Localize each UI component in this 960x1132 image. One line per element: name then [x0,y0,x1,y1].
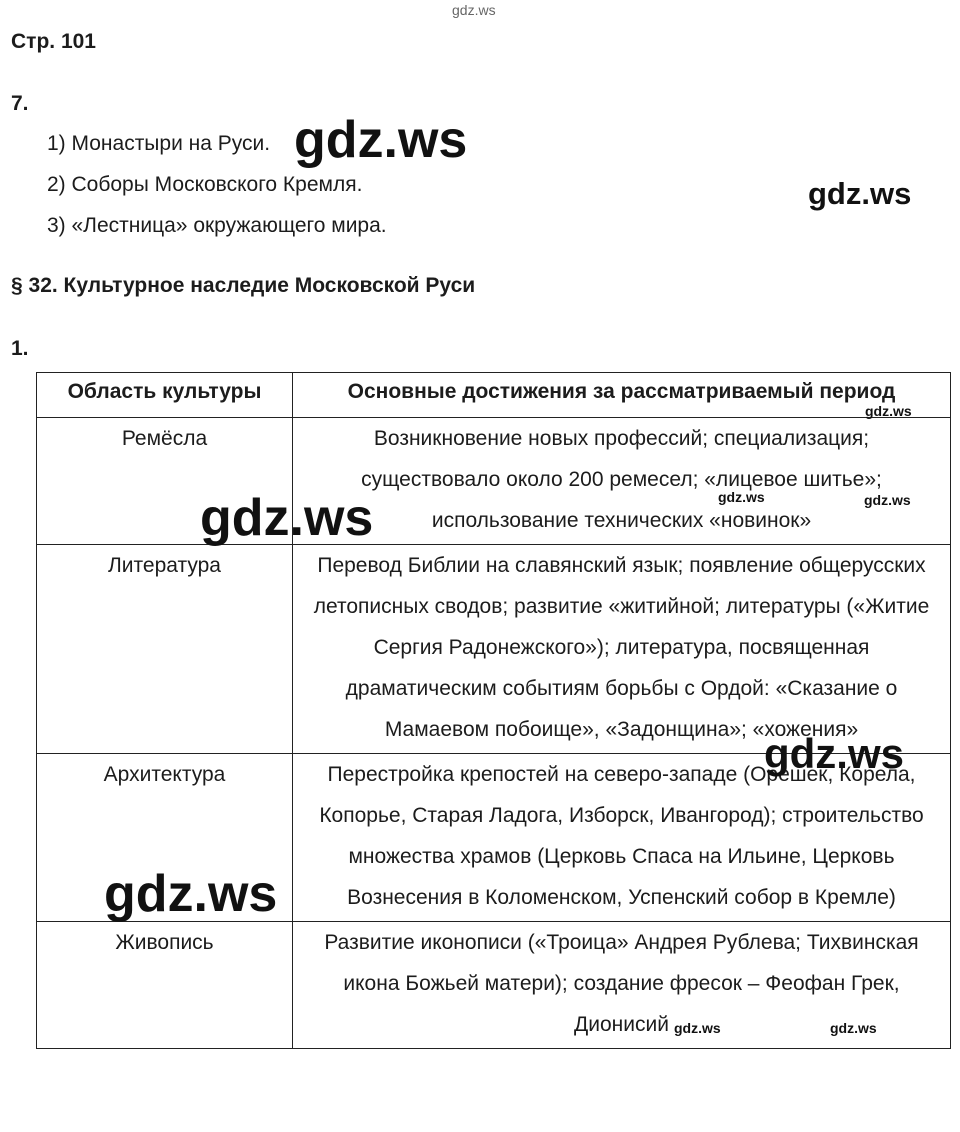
task-7-item-2: 2) Соборы Московского Кремля. [47,173,363,196]
row-achievements [293,754,951,922]
table-row [37,922,951,1049]
watermark-overlay: gdz.ws [104,865,278,923]
watermark-top: gdz.ws [452,2,496,18]
task-7-item-1: 1) Монастыри на Руси. [47,132,271,155]
task-1-number: 1. [11,337,29,360]
row-area: Живопись [37,922,293,1049]
watermark-overlay: gdz.ws [718,489,765,505]
watermark-overlay: gdz.ws [764,730,905,777]
watermark-overlay: gdz.ws [830,1020,877,1036]
page-label: Стр. 101 [11,30,96,53]
table-header-row [37,373,951,418]
row-area: Ремёсла [37,418,293,545]
task-7-number: 7. [11,92,29,115]
section-title: § 32. Культурное наследие Московской Руси [11,274,476,297]
row-area: Литература [37,545,293,754]
watermark-overlay: gdz.ws [674,1020,721,1036]
watermark-overlay: gdz.ws [294,111,468,169]
row-area: Архитектура [37,754,293,922]
achievements-text: Перестройка крепостей на северо-западе (Орешек, Корела, Копорье, Старая Ладога, Изборск, Ивангород); строительство множества храмов (Церковь Спаса на Ильине, Церковь Вознесения в Коломенском, Успенский собор в Кремле) [319,763,924,909]
achievements-text: Возникновение новых профессий; специализация; существовало около 200 ремесел; «лицевое шитье»; использование технических «новинок» [361,427,882,532]
watermark-overlay: gdz.ws [864,492,911,508]
task-7-item-3: 3) «Лестница» окружающего мира. [47,214,387,237]
row-achievements [293,545,951,754]
header-achievements: Основные достижения за рассматриваемый период [293,373,951,418]
table-row [37,418,951,545]
culture-table [36,372,951,1049]
row-achievements [293,418,951,545]
header-area: Область культуры [37,373,293,418]
achievements-text: Перевод Библии на славянский язык; появление общерусских летописных сводов; развитие «житийной; литературы («Житие Сергия Радонежского»); литература, посвященная драматическим событиям борьбы с Ордой: «Сказание о Мамаевом побоище», «Задонщина»; «хожения» [313,554,930,741]
watermark-overlay: gdz.ws [865,403,912,419]
watermark-overlay: gdz.ws [200,489,374,547]
achievements-text: Развитие иконописи («Троица» Андрея Рублева; Тихвинская икона Божьей матери); создание фресок – Феофан Грек, Дионисий [324,931,919,1036]
table-row [37,545,951,754]
watermark-overlay: gdz.ws [808,176,912,211]
